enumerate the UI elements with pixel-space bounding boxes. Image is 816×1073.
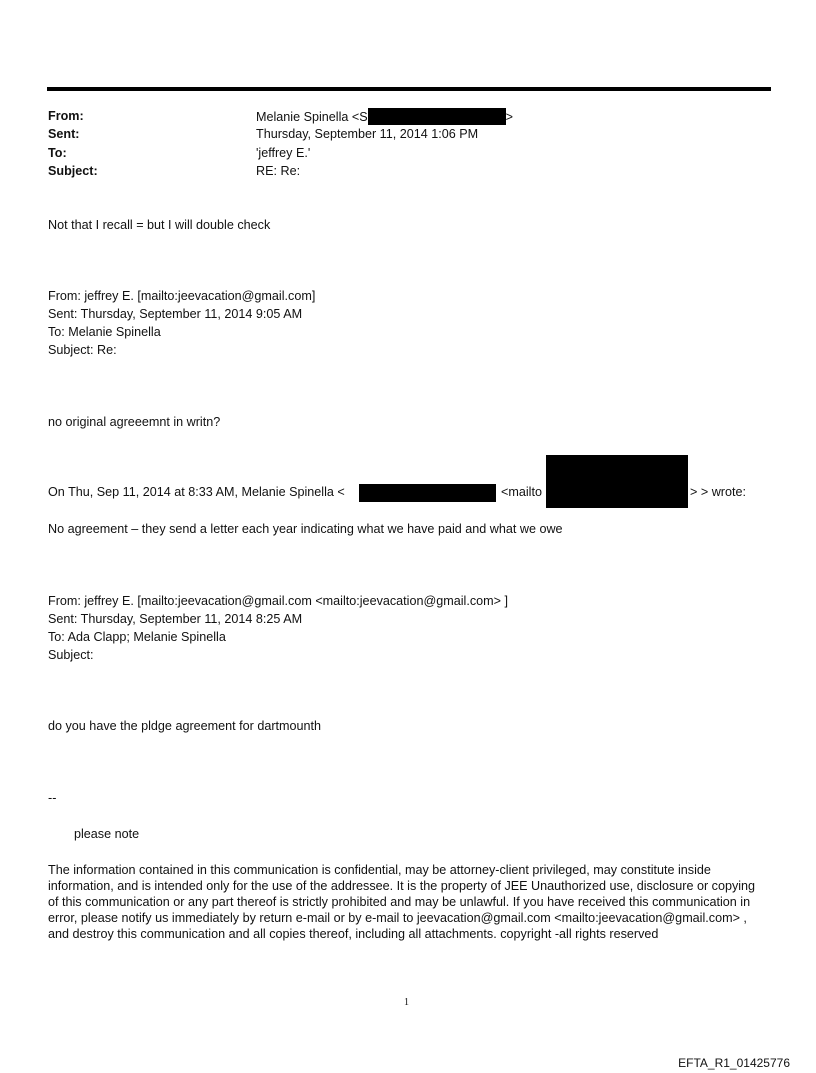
message3-text: do you have the pldge agreement for dartmounth: [48, 719, 322, 733]
page-number: 1: [404, 997, 409, 1008]
from-value-start: Melanie Spinella <S: [256, 110, 368, 124]
redaction-box: [359, 484, 496, 502]
subject-label: Subject:: [48, 164, 98, 178]
quoted2-to: To: Ada Clapp; Melanie Spinella: [48, 630, 226, 644]
quoted1-to: To: Melanie Spinella: [48, 325, 161, 339]
to-label: To:: [48, 146, 67, 160]
redaction-box: [546, 455, 688, 508]
bates-number: EFTA_R1_01425776: [678, 1056, 790, 1070]
message1-text: no original agreeemnt in writn?: [48, 415, 221, 429]
quoted1-subject: Subject: Re:: [48, 343, 117, 357]
message2-text: No agreement – they send a letter each year indicating what we have paid and what we owe: [48, 522, 563, 536]
subject-value: RE: Re:: [256, 164, 301, 178]
quoted2-from: From: jeffrey E. [mailto:jeevacation@gmail.com <mailto:jeevacation@gmail.com> ]: [48, 594, 508, 608]
on-line-part2: <mailto: [501, 485, 542, 499]
quoted1-sent: Sent: Thursday, September 11, 2014 9:05 AM: [48, 307, 303, 321]
sent-label: Sent:: [48, 127, 80, 141]
reply-text: Not that I recall = but I will double check: [48, 218, 271, 232]
redaction-box: [368, 108, 506, 125]
quoted2-subject: Subject:: [48, 648, 94, 662]
disclaimer-text: The information contained in this communication is confidential, may be attorney-client privileged, may constitute inside information, and is intended only for the use of the addressee. It is the property of JEE Unauthorized use, disclosure or copying of this communication or any part thereof is strictly prohibited and may be unlawful. If you have received this communication in error, please notify us immediately by return e-mail or by e-mail to jeevacation@gmail.com <mailto:jeevacation@gmail.com> , and destroy this communication and all copies thereof, including all attachments. copyright -all rights reserved: [48, 863, 756, 941]
header-rule: [47, 87, 771, 91]
from-label: From:: [48, 109, 84, 123]
to-value: 'jeffrey E.': [256, 146, 311, 160]
from-value: [256, 108, 513, 125]
on-line-part1: On Thu, Sep 11, 2014 at 8:33 AM, Melanie Spinella <: [48, 485, 345, 499]
sent-value: Thursday, September 11, 2014 1:06 PM: [256, 127, 479, 141]
please-note-text: please note: [74, 827, 140, 841]
quoted2-sent: Sent: Thursday, September 11, 2014 8:25 AM: [48, 612, 303, 626]
from-value-end: >: [505, 110, 514, 124]
on-line-part3: > > wrote:: [690, 485, 747, 499]
quoted1-from: From: jeffrey E. [mailto:jeevacation@gmail.com]: [48, 289, 316, 303]
signature-dash: --: [48, 791, 57, 805]
